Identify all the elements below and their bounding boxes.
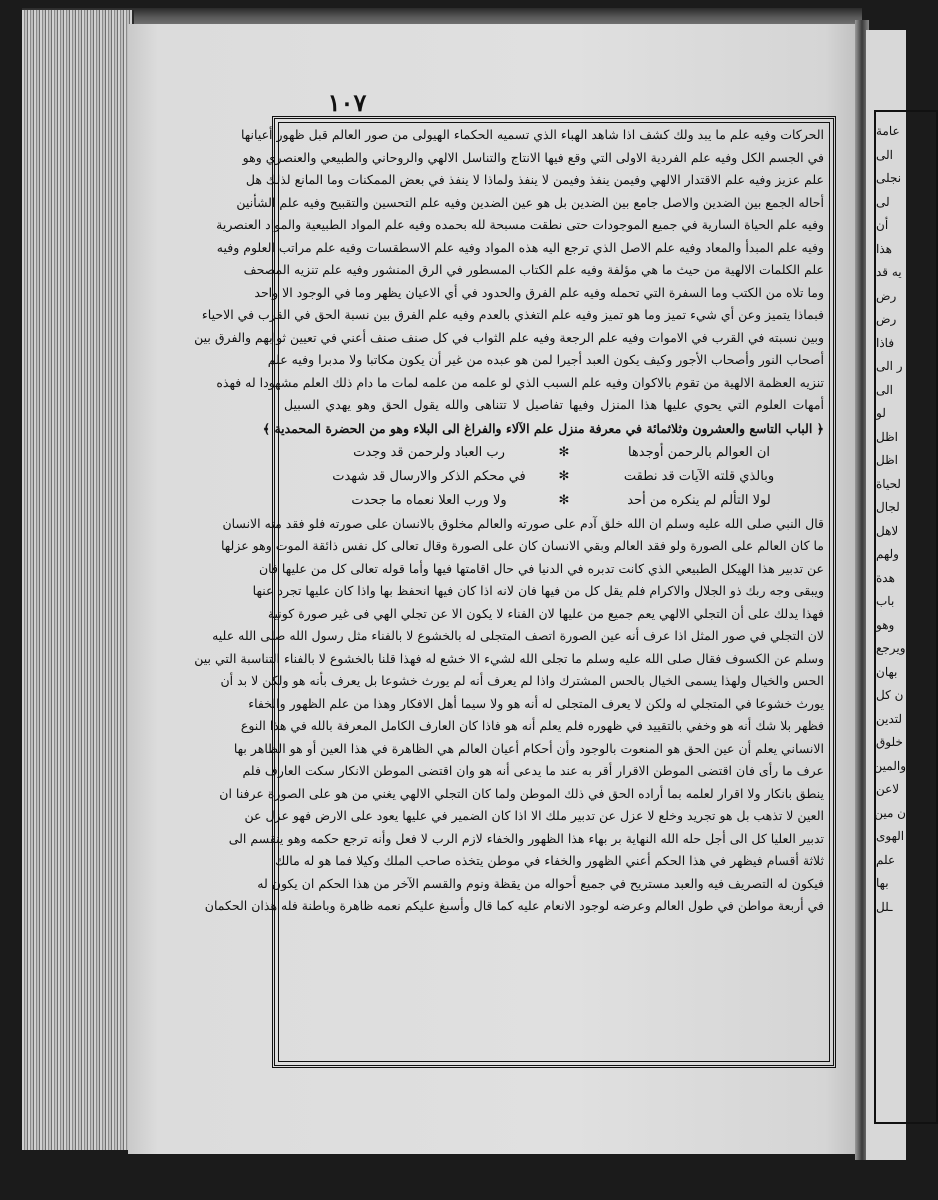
text-line: الحس والخيال ولهذا يسمى الخيال بالحس المشترك واذا لم يعرف أنه لم يورث خشوعا بل يعرف بأنه هو ولكن لا بد أن (220, 673, 824, 688)
right-page-word: ن كل (876, 688, 904, 702)
right-page-text (873, 120, 906, 919)
text-line: وفيه علم الحياة السارية في جميع الموجودات حتى نطقت مسبحة لله بحمده وفيه علم المواد الطبيعية والمواد العنصرية (216, 217, 824, 232)
text-line: تنزيه العظمة الالهية من تقوم بالاكوان وفيه علم السبب الذي لو علمه من علمه لمات ما دام ذلك العلم مشهودا له فهذه (216, 374, 824, 390)
text-line: قال النبي صلى الله عليه وسلم ان الله خلق آدم على صورته والعالم مخلوق بالانسان على صورته فلو فقد منه الانسان (222, 515, 824, 531)
verse-line (284, 489, 824, 513)
right-page-word: لتدين (876, 711, 903, 726)
right-page-word: هذا (876, 241, 892, 256)
right-page-word: بهان (876, 664, 898, 679)
text-line: وسلم عن الكسوف فقال صلى الله عليه وسلم ما تجلى الله لشيء الا خشع له فهذا قلنا بالخشوع لا بالفناء التناسبة التي بين (194, 650, 824, 666)
text-line: وفيه علم المبدأ والمعاد وفيه علم الاصل الذي ترجع اليه هذه المواد وفيه علم الاسطقسات وفيه علم مراتب العلوم وفيه (216, 239, 824, 255)
right-page-word: الى (876, 147, 893, 162)
text-block-before (194, 124, 824, 417)
right-page-word: لحياة (876, 476, 901, 491)
right-page-word: خلوق (876, 735, 903, 749)
text-line: وما تلاه من الكتب وما السفرة التي تحمله وفيه علم الفرق والحدود في أي الاعيان يظهر وما في الوجود الا واحد (254, 284, 824, 300)
main-text (194, 124, 824, 918)
right-page-word: ن مين (874, 805, 906, 820)
right-page-fragment (866, 30, 906, 1160)
star-icon: ✻ (558, 492, 570, 508)
text-line: فهذا يدلك على أن التجلي الالهي يعم جميع من عليها لان الفناء لا يكون الا عن تجلي الهي فى غير صورة كونية (267, 605, 824, 621)
text-line: ينطق بانكار ولا اقرار لعلمه بما أراده الحق في ذلك الموطن ولما كان التجلي الالهي يغني من هو على الصورة عرفنا ان (219, 785, 824, 801)
verse-hemistich-second: رب العباد ولرحمن قد وجدت (353, 444, 505, 460)
right-page-word: يه قد (876, 265, 902, 279)
right-page-word: أن (876, 218, 889, 232)
star-icon: ✻ (558, 444, 570, 460)
right-page-word: لاعن (876, 782, 900, 796)
right-page-word: والمين (873, 758, 906, 773)
text-line: فظهر بلا شك أنه هو وخفي بالتقييد في ظهوره فلم يعلم أنه هو فاذا كان العارف الكامل المعرفة بالله في هذا النوع (240, 718, 824, 733)
right-page-word: فاذا (876, 335, 895, 350)
right-page-word: لجال (876, 500, 900, 514)
text-line: أحاله الجمع بين الضدين والاصل جامع بين الضدين بل هو عين الضدين وفيه علم التحسين والتقبيح وفيه علم الشأنين (236, 194, 824, 210)
right-page-word: الهوى (876, 829, 905, 843)
right-page-word: لاهل (876, 523, 899, 538)
verse-line (284, 441, 824, 465)
text-line: العين لا تذهب بل هو تجريد وخلع لا عزل عن تدبير ملك الا اذا كان الضمير في عليها يعود على الارض فهو عزل عن (244, 808, 824, 823)
text-line: لان التجلي في صور المثل اذا عرف أنه عين الصورة اتصف المتجلى له بالخشوع لا بالفناء مثل رسول الله صلى الله عليه (212, 628, 824, 643)
star-icon: ✻ (558, 468, 570, 484)
right-page-word: رض (876, 288, 897, 303)
text-line: فبماذا يتميز وعن أي شيء تميز وما هو تميز وفيه علم التغذي بالعدم وفيه علم الفرق بين نسبة الحق في القرب في الاحياء (201, 307, 824, 322)
right-page-word: وهو (876, 617, 895, 632)
right-page-word: لو (876, 406, 886, 420)
text-line: ما كان العالم على الصورة ولو فقد العالم وبقي الانسان كان على الصورة وقال تعالى كل نفس ذائقة الموت وهو عزلها (220, 538, 824, 553)
verse-hemistich-first: وبالذي قلته الآيات قد نطقت (623, 468, 775, 484)
right-page-word: ولهم (876, 547, 899, 561)
right-page-word: هدة (876, 570, 895, 585)
right-page-word: بها (876, 876, 889, 890)
verse-hemistich-first: ان العوالم بالرحمن أوجدها (627, 444, 771, 460)
right-page-word: ر الى (876, 359, 903, 373)
text-line: في الجسم الكل وفيه علم الفردية الاولى التي وقع فيها الانتاج والتناسل الالهي والروحاني والطبيعي والعنصري وهو (242, 149, 824, 165)
verse-hemistich-second: في محكم الذكر والارسال قد شهدت (332, 468, 526, 484)
right-page-word: باب (876, 594, 895, 608)
right-page-word: عامة (876, 124, 900, 138)
right-page-word: رض (876, 312, 897, 326)
text-line: أمهات العلوم التي يحوي عليها هذا المنزل وفيها تفاصيل لا تتناهى والله يقول الحق وهو يهدي السبيل (284, 397, 824, 412)
text-line: أصحاب النور وأصحاب الأجور وكيف يكون العبد أجيرا لمن هو عبده من غير أن يكون مكاتبا ولا مدبرا وفيه علم (267, 352, 824, 367)
page-edges (22, 10, 134, 1150)
right-page-word: علم (876, 852, 896, 867)
right-page-word: لى (876, 194, 890, 209)
text-line: وبين نسبته في القرب في الاموات وفيه علم الرجعة وفيه علم الثواب في كل صنف صنف أعني في تعيين ثوابهم والفرق بين (194, 329, 824, 345)
text-line: عن تدبير هذا الهيكل الطبيعي الذي كانت تدبره في الدنيا في حال اقامتها فيها وأما قوله تعالى كل من عليها فان (258, 560, 824, 576)
text-block-after (194, 513, 824, 918)
right-page-word: ويرجع (876, 641, 906, 655)
text-line: الانساني يعلم أن عين الحق هو المنعوت بالوجود وأن أحكام أعيان العالم هي الظاهرة في هذا العين أو هو الظاهر بها (233, 740, 824, 756)
right-page-word: اظل (876, 453, 898, 467)
page-number: ١٠٧ (327, 88, 367, 117)
right-page-word: اظل (876, 429, 898, 444)
right-page-word: نجلى (876, 171, 902, 185)
text-line: في أربعة مواطن في طول العالم وعرضه لوجود الانعام عليه كما قال وأسبغ عليكم نعمه ظاهرة وباطنة فله هذان الحكمان (204, 898, 824, 913)
text-line: علم الكلمات الالهية من حيث ما هي مؤلفة وفيه علم الكتاب المسطور في الرق المنشور وفيه علم تنزيه المصحف (243, 262, 824, 277)
text-line: ثلاثة أقسام فيظهر في هذا الحكم أعني الظهور والخفاء في موطن يتخذه صاحب الملك وكيلا فما هو له مالك (274, 853, 824, 868)
text-line: ويبقى وجه ربك ذو الجلال والاكرام فلم يقل كل من فيها فان لانه اذا كان فيها انحفظ بها واذا كان عليها تجرد عنها (252, 583, 824, 598)
right-page-word: ـلل (876, 899, 893, 914)
verse-hemistich-first: لولا التألم لم ينكره من أحد (627, 492, 771, 508)
text-line: تدبير العليا كل الى أجل حله الله النهاية بر بهاء هذا الظهور والخفاء لازم الرب لا فعل وأنه ترجع حكمه وهو ينقسم الى (228, 830, 824, 846)
poem (284, 441, 824, 513)
text-line: يورث خشوعا في المتجلي له ولكن لا يعرف المتجلى له أنه هو ولا سيما أهل الافكار وهذا من علم الظهور والخفاء (248, 695, 824, 711)
verse-hemistich-second: ولا ورب العلا نعماه ما جحدت (351, 492, 507, 508)
text-line: فيكون له التصريف فيه والعبد مستريح في جميع أحواله من يقظة ونوم والقسم الآخر من هذا الحكم ان يكون له (257, 875, 824, 891)
verse-line (284, 465, 824, 489)
text-line: الحركات وفيه علم ما يبد ولك كشف اذا شاهد الهباء الذي تسميه الحكماء الهيولى من صور العالم قبل ظهور أعيانها (240, 127, 824, 142)
text-line: عرف ما رأى فان اقتضى الموطن الاقرار أقر به عند ما يدعى أنه هو وان اقتضى الموطن الانكار سكت العارف فلم (242, 763, 824, 778)
chapter-heading: ﴿ الباب التاسع والعشرون وثلاثمائة في معرفة منزل علم الآلاء والفراغ الى البلاء وهو من الحضرة المحمدية ﴾ (262, 420, 824, 436)
right-page-word: الى (876, 382, 893, 397)
text-line: علم عزيز وفيه علم الاقتدار الالهي وفيمن ينفذ وفيمن لا ينفذ ولماذا لا ينفذ في بعض الممكنات وما المانع لذلك هل (245, 172, 824, 187)
